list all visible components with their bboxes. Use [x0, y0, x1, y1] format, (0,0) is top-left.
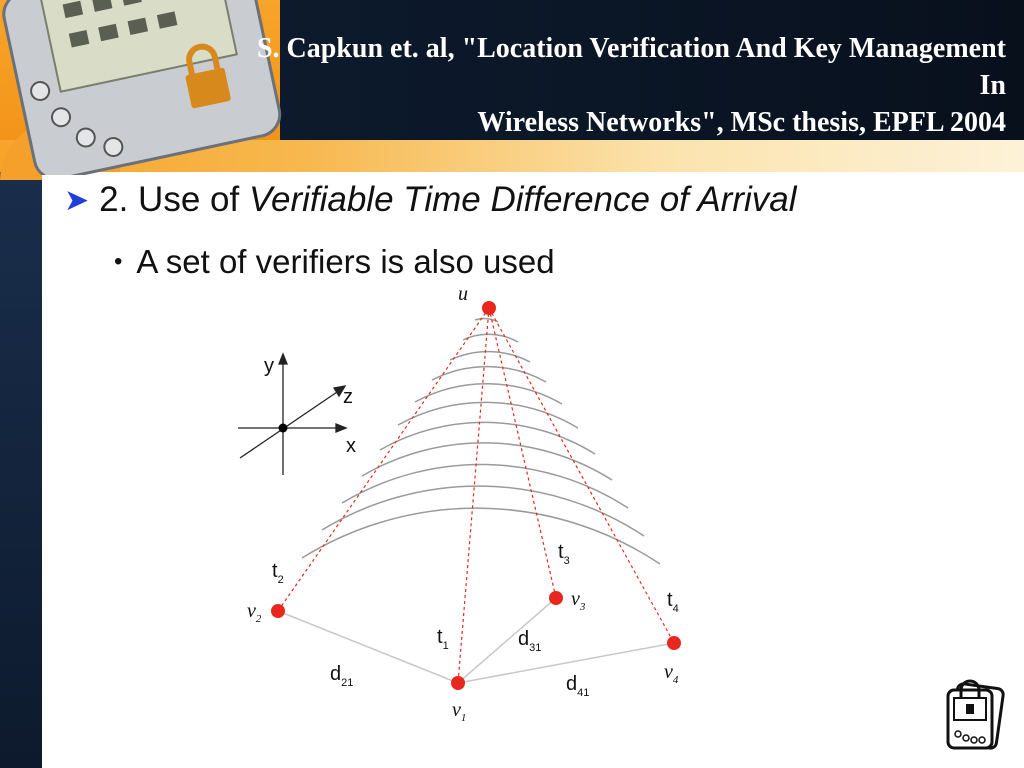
bullet-1-prefix: 2. Use of: [99, 180, 249, 219]
label-t1: $t_1$: [437, 626, 449, 652]
label-d31: $d_{31}$: [518, 628, 542, 654]
node-v2: [271, 604, 285, 618]
citation-line-2: Wireless Networks", MSc thesis, EPFL 2004: [477, 107, 1006, 138]
label-v1: $v_1$: [452, 699, 467, 724]
node-v4: [667, 636, 681, 650]
node-v3: [549, 591, 563, 605]
label-v2: $v_2$: [247, 600, 262, 625]
label-d21: $d_{21}$: [330, 663, 354, 689]
bullet-1-emphasis: Verifiable Time Difference of Arrival: [248, 180, 797, 219]
y-axis-label: y: [264, 355, 274, 377]
arrow-bullet-icon: ➤: [64, 183, 90, 217]
label-t3: $t_3$: [558, 541, 570, 567]
dot-bullet-icon: •: [114, 248, 123, 275]
label-d41: $d_{41}$: [566, 673, 590, 699]
bullet-2-text: A set of verifiers is also used: [136, 243, 555, 280]
signal-rays: [278, 308, 674, 683]
label-v4: $v_4$: [664, 661, 679, 686]
z-axis-label: z: [343, 386, 353, 408]
label-t4: $t_4$: [667, 589, 679, 615]
node-u: [482, 301, 496, 315]
label-v3: $v_3$: [571, 588, 586, 613]
label-t2: $t_2$: [272, 560, 284, 586]
label-u: u: [458, 283, 468, 305]
x-axis-label: x: [346, 435, 356, 457]
origin-point: [279, 424, 288, 433]
citation-line-1: S. Capkun et. al, "Location Verification And Key Management In: [256, 33, 1006, 101]
node-v1: [451, 676, 465, 690]
coordinate-axes: [238, 354, 346, 475]
lock-icon: [944, 676, 1006, 752]
